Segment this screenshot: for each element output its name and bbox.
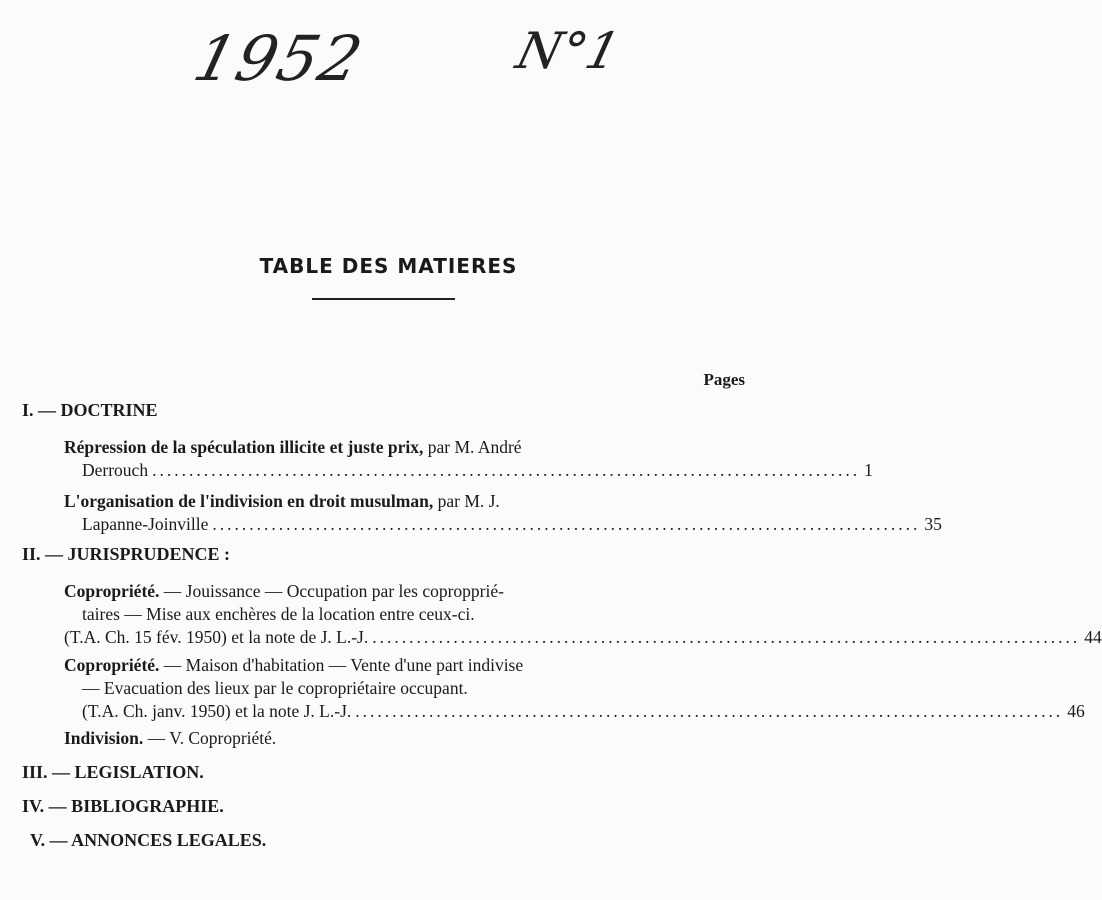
entry-author: Lapanne-Joinville [82, 514, 209, 534]
handwritten-issue-number: N°1 [510, 22, 626, 80]
handwritten-year: 1952 [186, 22, 371, 95]
entry-author-lead: par M. André [423, 437, 522, 457]
toc-entry-indivision-musulman [64, 490, 942, 536]
dot-leader: ................................................................................................ [372, 627, 1081, 647]
entry-title: L'organisation de l'indivision en droit musulman, [64, 491, 434, 511]
section-legislation: III. — LEGISLATION. [22, 762, 204, 782]
entry-description-cont: — Evacuation des lieux par le copropriétaire occupant. [82, 678, 468, 698]
section-bibliographie: IV. — BIBLIOGRAPHIE. [22, 796, 224, 816]
page-title: TABLE DES MATIERES [259, 254, 518, 278]
entry-description: — Maison d'habitation — Vente d'une part indivise [159, 655, 524, 675]
entry-author: Derrouch [82, 460, 149, 480]
entry-cross-reference: — V. Copropriété. [143, 728, 277, 748]
title-underline [312, 298, 455, 300]
toc-entry-repression [64, 436, 873, 482]
entry-author-lead: par M. J. [433, 491, 500, 511]
entry-description: — Jouissance — Occupation par les copropprié- [159, 581, 504, 601]
entry-reference: (T.A. Ch. janv. 1950) et la note J. L.-J. [82, 701, 352, 721]
section-annonces-legales: V. — ANNONCES LEGALES. [30, 830, 267, 850]
entry-title: Indivision. [64, 728, 144, 748]
entry-page-number: 1 [864, 460, 873, 480]
section-doctrine: I. — DOCTRINE [22, 400, 158, 420]
pages-column-label: Pages [703, 370, 745, 389]
section-jurisprudence: II. — JURISPRUDENCE : [22, 544, 231, 564]
entry-description-cont: taires — Mise aux enchères de la location entre ceux-ci. [82, 604, 475, 624]
entry-page-number: 44 [1084, 627, 1102, 647]
entry-page-number: 35 [924, 514, 942, 534]
dot-leader: ................................................................................................ [355, 701, 1064, 721]
entry-reference: (T.A. Ch. 15 fév. 1950) et la note de J. L.-J. [64, 627, 369, 647]
toc-entry-copropriete-maison [64, 654, 1085, 723]
entry-title: Répression de la spéculation illicite et juste prix, [64, 437, 424, 457]
entry-title: Copropriété. [64, 655, 160, 675]
toc-entry-indivision [64, 728, 276, 749]
toc-entry-copropriete-jouissance [64, 580, 1102, 649]
dot-leader: ................................................................................................ [152, 460, 861, 480]
dot-leader: ................................................................................................ [212, 514, 921, 534]
entry-title: Copropriété. [64, 581, 160, 601]
entry-page-number: 46 [1067, 701, 1085, 721]
